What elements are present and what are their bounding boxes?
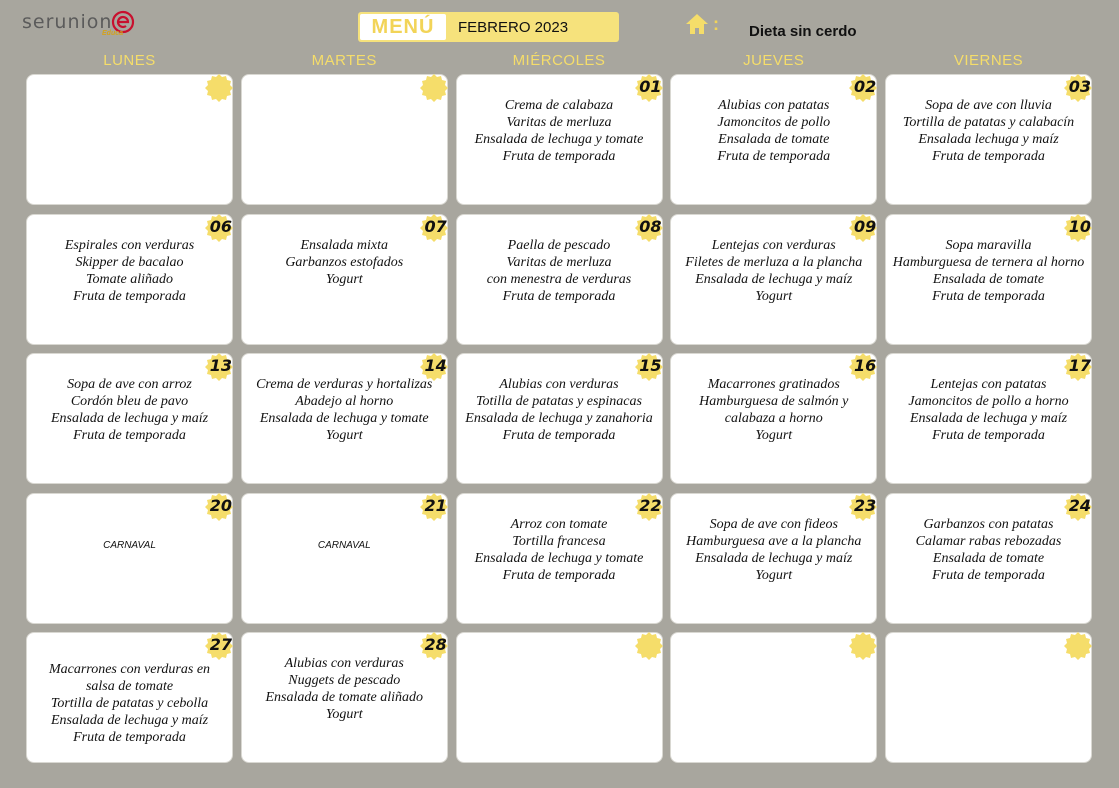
month-label: FEBRERO 2023 [458, 18, 569, 36]
dish-item: Cordón bleu de pavo [70, 394, 189, 409]
dish-item: Fruta de temporada [932, 567, 1045, 583]
dish-item: calabaza a horno [724, 411, 823, 426]
day-number: 10 [1068, 216, 1091, 236]
day-cell [241, 632, 448, 763]
dish-item: Ensalada de tomate aliñado [265, 690, 423, 705]
day-number: 06 [209, 216, 232, 236]
dish-item: Hamburguesa de ternera al horno [892, 254, 1085, 270]
dish-item: Hamburguesa ave a la plancha [686, 533, 862, 549]
dish-item: Sopa maravilla [945, 237, 1032, 253]
dish-item: Fruta de temporada [73, 288, 186, 304]
dish-item: Fruta de temporada [73, 428, 186, 443]
dish-list [457, 376, 662, 444]
dish-list [242, 237, 447, 288]
day-cell [456, 74, 663, 205]
dish-list [671, 376, 876, 444]
day-cell [670, 353, 877, 484]
dish-item: Ensalada de lechuga y maíz [50, 411, 209, 426]
dish-list [242, 655, 447, 723]
dish-item: Filetes de merluza a la plancha [685, 254, 863, 270]
dish-item: Macarrones gratinados [707, 377, 840, 392]
dish-item: Fruta de temporada [502, 288, 616, 304]
day-number: 03 [1068, 77, 1091, 96]
weekday-header [26, 52, 1088, 72]
day-badge [634, 631, 664, 661]
day-number: 02 [853, 77, 877, 96]
day-miercoles: MIÉRCOLES [512, 52, 606, 69]
day-number: 22 [639, 495, 662, 515]
dish-list [886, 376, 1091, 444]
dish-item: salsa de tomate [85, 679, 174, 694]
dish-list [886, 516, 1091, 584]
dish-list [27, 237, 232, 305]
dish-item: Jamoncitos de pollo a horno [908, 394, 1069, 409]
dish-item: Fruta de temporada [932, 149, 1045, 164]
day-cell [885, 74, 1092, 205]
dish-item: Yogurt [325, 428, 363, 443]
dish-item: Alubias con verduras [499, 377, 619, 392]
dish-item: Jamoncitos de pollo [717, 115, 831, 130]
dish-item: Ensalada de lechuga y tomate [474, 132, 644, 147]
dish-item: Alubias con patatas [718, 98, 830, 113]
dish-item: Calamar rabas rebozadas [915, 533, 1062, 549]
dish-item: Tortilla de patatas y calabacín [902, 115, 1075, 130]
dish-item: Hamburguesa de salmón y [699, 394, 849, 409]
dish-item: Lentejas con patatas [930, 377, 1047, 392]
day-badge [1063, 631, 1093, 661]
day-number: 23 [853, 495, 877, 515]
dish-list [457, 237, 662, 305]
day-cell [26, 632, 233, 763]
dish-list [671, 237, 876, 305]
day-number: 24 [1068, 495, 1091, 515]
day-number: 21 [424, 495, 447, 515]
dish-list [886, 97, 1091, 165]
serunion-logo [22, 10, 136, 37]
day-cell [670, 74, 877, 205]
day-cell [670, 214, 877, 345]
day-badge [419, 73, 449, 103]
holiday-note: CARNAVAL [103, 539, 156, 551]
dish-item: Ensalada de tomate [718, 132, 830, 147]
day-cell [456, 353, 663, 484]
day-badge [419, 492, 449, 522]
day-viernes: VIERNES [953, 52, 1024, 69]
dish-item: con menestra de verduras [486, 271, 632, 287]
dish-item: Paella de pescado [507, 237, 611, 253]
day-number: 01 [639, 77, 662, 96]
day-cell [26, 214, 233, 345]
dish-item: Macarrones con verduras en [48, 662, 211, 677]
day-lunes: LUNES [103, 52, 156, 69]
dish-item: Yogurt [755, 567, 793, 583]
day-cell [885, 353, 1092, 484]
day-number: 08 [639, 216, 662, 236]
dish-item: Fruta de temporada [502, 428, 616, 443]
dish-item: Alubias con verduras [284, 656, 404, 671]
dish-list [27, 661, 232, 746]
day-badge [204, 73, 234, 103]
dish-item: Garbanzos estofados [285, 254, 404, 270]
holiday-note: CARNAVAL [317, 539, 371, 551]
dish-item: Crema de verduras y hortalizas [256, 377, 433, 392]
dish-item: Ensalada de lechuga y tomate [474, 550, 644, 566]
dish-item: Ensalada de tomate [932, 271, 1045, 287]
home [684, 12, 719, 36]
dish-item: Varitas de merluza [506, 254, 612, 270]
day-cell [241, 214, 448, 345]
day-number: 14 [424, 356, 447, 375]
dish-item: Fruta de temporada [932, 288, 1045, 304]
dish-item: Sopa de ave con lluvia [925, 98, 1052, 113]
day-badge [848, 631, 878, 661]
day-cell [670, 493, 877, 624]
calendar-grid [26, 74, 1092, 763]
dish-list [27, 376, 232, 444]
menu-label: MENÚ [360, 14, 446, 40]
dish-item: Ensalada mixta [300, 237, 388, 253]
dish-item: Yogurt [755, 288, 793, 304]
dish-list [242, 376, 447, 444]
menu-header [358, 12, 619, 42]
dish-list [457, 516, 662, 584]
dish-item: Abadejo al horno [295, 394, 394, 409]
day-cell [885, 493, 1092, 624]
day-cell [670, 632, 877, 763]
logo-text: serunion [22, 11, 113, 33]
dish-list [886, 237, 1091, 305]
day-cell [456, 493, 663, 624]
dish-item: Lentejas con verduras [711, 237, 836, 253]
dish-item: Sopa de ave con fideos [709, 516, 838, 532]
dish-item: Ensalada de lechuga y maíz [695, 271, 853, 287]
day-cell [241, 493, 448, 624]
dish-item: Tortilla de patatas y cebolla [50, 696, 209, 711]
dish-item: Fruta de temporada [502, 149, 616, 164]
dish-item: Sopa de ave con arroz [67, 377, 192, 392]
dish-item: Yogurt [325, 271, 363, 287]
dish-item: Tomate aliñado [86, 271, 173, 287]
dish-item: Fruta de temporada [502, 567, 616, 583]
dish-item: Ensalada lechuga y maíz [918, 132, 1059, 147]
day-number: 27 [209, 635, 232, 654]
day-number: 15 [639, 356, 662, 375]
dish-item: Nuggets de pescado [288, 673, 401, 688]
day-number: 16 [853, 356, 877, 375]
day-number: 20 [209, 495, 232, 515]
dish-item: Garbanzos con patatas [923, 516, 1054, 532]
dish-item: Tortilla francesa [512, 533, 606, 549]
day-cell [241, 74, 448, 205]
day-number: 28 [424, 635, 447, 654]
dish-item: Ensalada de lechuga y maíz [695, 550, 853, 566]
day-cell [26, 353, 233, 484]
dish-item: Arroz con tomate [510, 516, 608, 532]
dish-item: Varitas de merluza [506, 115, 612, 130]
day-number: 17 [1068, 356, 1091, 375]
dish-list [671, 516, 876, 584]
day-cell [241, 353, 448, 484]
day-jueves: JUEVES [743, 52, 805, 69]
home-colon: : [713, 13, 719, 34]
day-badge [204, 631, 234, 661]
day-cell [885, 214, 1092, 345]
day-cell [456, 214, 663, 345]
dish-item: Fruta de temporada [73, 730, 186, 745]
dish-item: Ensalada de lechuga y maíz [909, 411, 1068, 426]
day-martes: MARTES [311, 52, 377, 69]
dish-item: Fruta de temporada [932, 428, 1045, 443]
dish-item: Fruta de temporada [717, 149, 831, 164]
dish-item: Ensalada de tomate [932, 550, 1045, 566]
dish-item: Espirales con verduras [64, 237, 195, 253]
dish-item: Yogurt [755, 428, 793, 443]
dish-list [671, 97, 876, 165]
dish-item: Ensalada de lechuga y maíz [50, 713, 209, 728]
dish-item: Ensalada de lechuga y zanahoria [465, 411, 653, 426]
day-number: 07 [424, 216, 447, 236]
dish-item: Totilla de patatas y espinacas [476, 394, 642, 409]
dish-item: Yogurt [325, 707, 363, 722]
home-icon [684, 12, 710, 36]
dish-item: Skipper de bacalao [75, 254, 184, 270]
day-number: 13 [209, 356, 232, 375]
day-cell [885, 632, 1092, 763]
logo-sub: Educa [102, 30, 124, 37]
day-badge [204, 492, 234, 522]
day-cell [456, 632, 663, 763]
dish-item: Crema de calabaza [504, 98, 614, 113]
day-number: 09 [853, 216, 877, 236]
dish-item: Ensalada de lechuga y tomate [259, 411, 429, 426]
diet-label: Dieta sin cerdo [749, 23, 857, 40]
day-cell [26, 493, 233, 624]
dish-list [457, 97, 662, 165]
day-cell [26, 74, 233, 205]
